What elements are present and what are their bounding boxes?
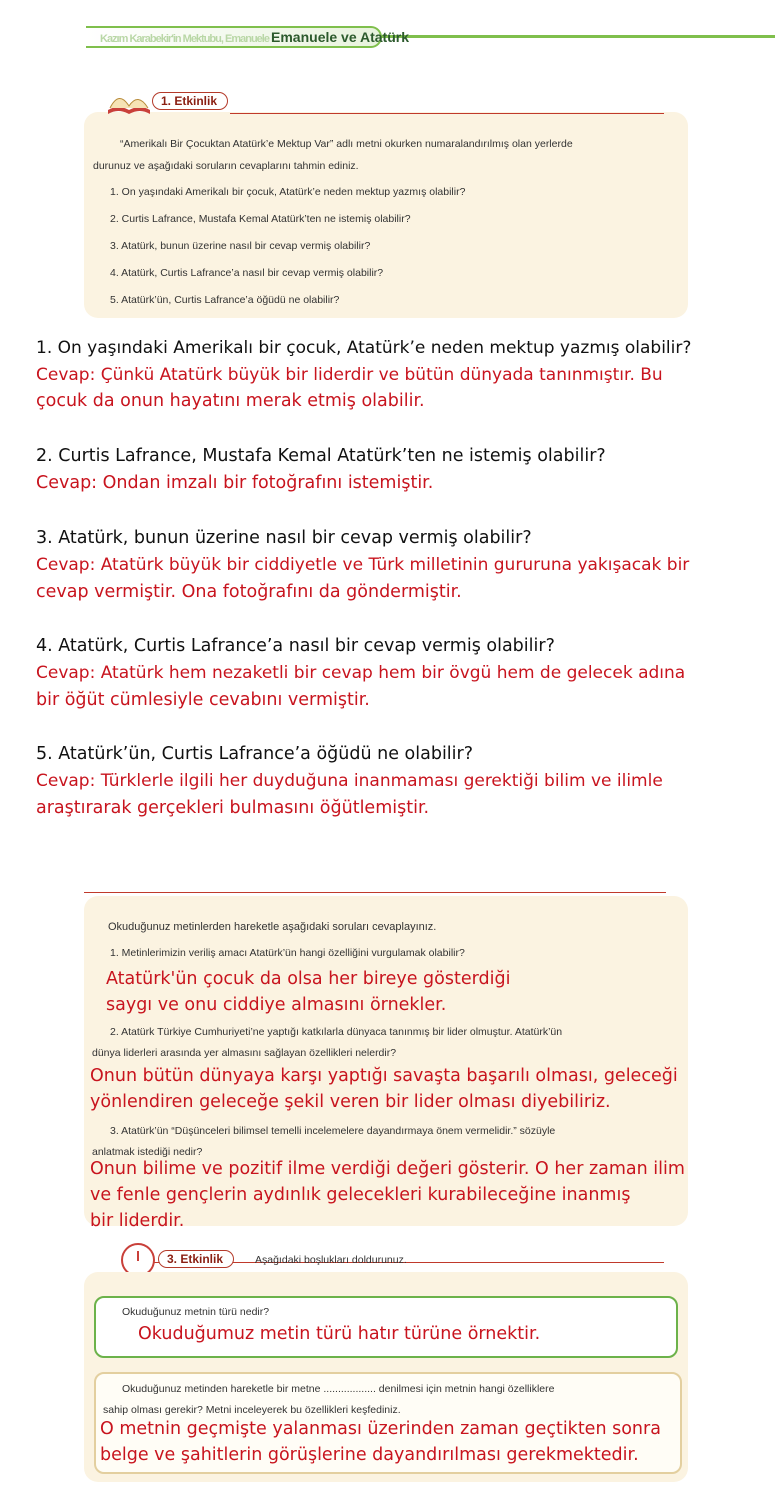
- activity2-rule: [84, 892, 666, 893]
- genre-answer: Okuduğumuz metin türü hatır türüne örnektir.: [138, 1324, 541, 1344]
- answer-question: 5. Atatürk’ün, Curtis Lafrance’a öğüdü ne olabilir?: [36, 744, 474, 764]
- activity1-intro-line1: “Amerikalı Bir Çocuktan Atatürk’e Mektup Var” adlı metni okurken numaralandırılmış olan yerlerde: [120, 138, 573, 150]
- answer-text: bir öğüt cümlesiyle cevabını vermiştir.: [36, 690, 370, 710]
- activity1-intro-line2: durunuz ve aşağıdaki soruların cevaplarını tahmin ediniz.: [93, 160, 359, 172]
- activity2-question-2: 2. Atatürk Türkiye Cumhuriyeti’ne yaptığı katkılarla dünyaca tanınmış bir lider olmuştur. Atatürk’ün: [110, 1026, 563, 1038]
- genre-question: Okuduğunuz metnin türü nedir?: [122, 1306, 270, 1318]
- answer-question: 2. Curtis Lafrance, Mustafa Kemal Atatürk’ten ne istemiş olabilir?: [36, 446, 606, 466]
- activity1-question: 2. Curtis Lafrance, Mustafa Kemal Atatürk’ten ne istemiş olabilir?: [110, 213, 411, 225]
- features-answer: O metnin geçmişte yalanması üzerinden zaman geçtikten sonra: [100, 1419, 661, 1439]
- activity1-question: 3. Atatürk, bunun üzerine nasıl bir cevap vermiş olabilir?: [110, 240, 371, 252]
- features-question: sahip olması gerekir? Metni inceleyerek bu özellikleri keşfediniz.: [103, 1404, 401, 1416]
- answer-question: 1. On yaşındaki Amerikalı bir çocuk, Atatürk’e neden mektup yazmış olabilir?: [36, 338, 692, 358]
- activity2-question-3: 3. Atatürk’ün “Düşünceleri bilimsel temelli incelemelere dayandırmaya önem vermelidir.” sözüyle: [110, 1125, 556, 1137]
- activity2-answer-2: yönlendiren geleceğe şekil veren bir lider olması diyebiliriz.: [90, 1092, 611, 1112]
- activity2-answer-2: Onun bütün dünyaya karşı yaptığı savaşta başarılı olması, geleceği: [90, 1066, 678, 1086]
- unit-title: Kazım Karabekir'in Mektubu, Emanuele Emanuele ve Atatürk: [100, 29, 409, 45]
- answer-text: Cevap: Çünkü Atatürk büyük bir liderdir ve bütün dünyada tanınmıştır. Bu: [36, 365, 663, 385]
- answer-text: Cevap: Atatürk hem nezaketli bir cevap hem bir övgü hem de gelecek adına: [36, 663, 686, 683]
- activity2-instruction: Okuduğunuz metinlerden hareketle aşağıdaki soruları cevaplayınız.: [108, 921, 437, 933]
- activity2-answer-1: saygı ve onu ciddiye almasını örnekler.: [106, 995, 447, 1015]
- book-icon: [106, 86, 152, 116]
- header-rule: [380, 35, 775, 38]
- answer-text: cevap vermiştir. Ona fotoğrafını da göndermiştir.: [36, 582, 462, 602]
- features-question: Okuduğunuz metinden hareketle bir metne .................. denilmesi için metnin hangi özelliklere: [122, 1383, 555, 1395]
- answer-text: Cevap: Atatürk büyük bir ciddiyetle ve Türk milletinin gururuna yakışacak bir: [36, 555, 690, 575]
- features-answer: belge ve şahitlerin görüşlerine dayandırılması gerekmektedir.: [100, 1445, 639, 1465]
- answer-text: Cevap: Ondan imzalı bir fotoğrafını istemiştir.: [36, 473, 434, 493]
- activity2-answer-1: Atatürk'ün çocuk da olsa her bireye gösterdiği: [106, 969, 511, 989]
- activity2-answer-3: bir liderdir.: [90, 1211, 185, 1231]
- activity2-question-2: dünya liderleri arasında yer almasını sağlayan özellikleri nelerdir?: [92, 1047, 397, 1059]
- answer-text: çocuk da onun hayatını merak etmiş olabilir.: [36, 391, 425, 411]
- activity2-question-1: 1. Metinlerimizin veriliş amacı Atatürk’ün hangi özelliğini vurgulamak olabilir?: [110, 947, 465, 959]
- answer-question: 3. Atatürk, bunun üzerine nasıl bir cevap vermiş olabilir?: [36, 528, 532, 548]
- activity2-answer-3: Onun bilime ve pozitif ilme verdiği değeri gösterir. O her zaman ilim: [90, 1159, 685, 1179]
- activity1-question: 1. On yaşındaki Amerikalı bir çocuk, Atatürk’e neden mektup yazmış olabilir?: [110, 186, 466, 198]
- activity1-badge: 1. Etkinlik: [152, 92, 228, 110]
- activity1-question: 5. Atatürk’ün, Curtis Lafrance’a öğüdü ne olabilir?: [110, 294, 340, 306]
- answer-text: araştırarak gerçekleri bulmasını öğütlemiştir.: [36, 798, 430, 818]
- activity2-answer-3: ve fenle gençlerin aydınlık gelecekleri kurabileceğine inanmış: [90, 1185, 631, 1205]
- activity3-instruction: Aşağıdaki boşlukları doldurunuz.: [255, 1254, 407, 1266]
- answer-text: Cevap: Türklerle ilgili her duyduğuna inanmaması gerektiği bilim ve ilimle: [36, 771, 663, 791]
- activity1-rule: [230, 113, 664, 114]
- activity2-question-3: anlatmak istediği nedir?: [92, 1146, 203, 1158]
- activity1-question: 4. Atatürk, Curtis Lafrance’a nasıl bir cevap vermiş olabilir?: [110, 267, 384, 279]
- answer-question: 4. Atatürk, Curtis Lafrance’a nasıl bir cevap vermiş olabilir?: [36, 636, 555, 656]
- activity3-badge: 3. Etkinlik: [158, 1250, 234, 1268]
